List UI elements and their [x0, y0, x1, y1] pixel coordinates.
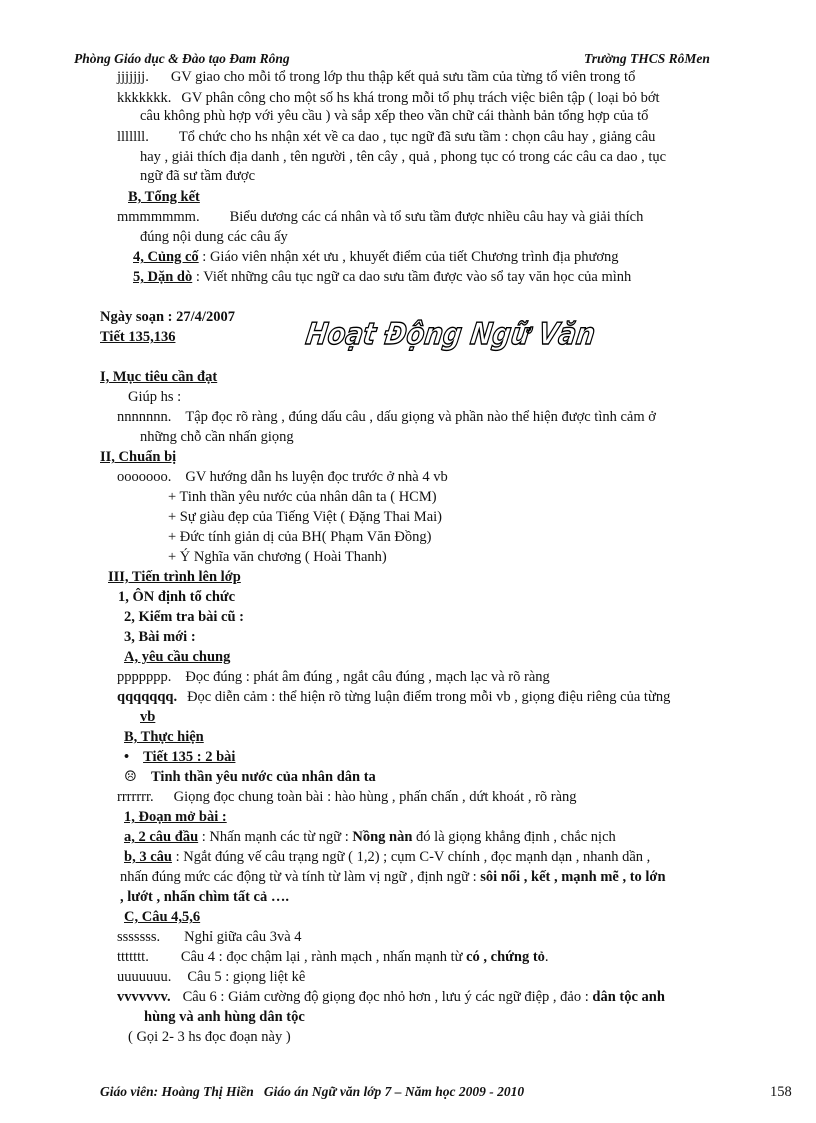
header-school-office: Phòng Giáo dục & Đào tạo Đam Rông: [74, 51, 290, 66]
list-item: lllllll. Tổ chức cho hs nhận xét về ca dao , tục ngữ đã sưu tầm : chọn câu hay , giảng câu: [117, 129, 656, 145]
sad-face-icon: ☹: [124, 769, 137, 785]
list-item-continuation: hay , giải thích địa danh , tên người , tên cây , quả , phong tục có trong các câu ca dao , tục: [140, 149, 667, 165]
footer-text: Giáo viên: Hoàng Thị Hiền Giáo án Ngữ văn lớp 7 – Năm học 2009 - 2010: [100, 1084, 525, 1099]
giup-hs: Giúp hs :: [128, 389, 182, 405]
prep-item: + Sự giàu đẹp của Tiếng Việt ( Đặng Thai Mai): [168, 509, 442, 525]
list-item-continuation: đúng nội dung các câu ấy: [140, 229, 288, 245]
paragraph-b-continuation: , lướt , nhấn chìm tất cả ….: [120, 889, 289, 905]
section-heading-chuan-bi: II, Chuẩn bị: [100, 449, 177, 465]
list-item: ppppppp. Đọc đúng : phát âm đúng , ngắt câu đúng , mạch lạc và rõ ràng: [117, 669, 550, 685]
section-heading-tong-ket: B, Tổng kết: [128, 189, 200, 205]
section-heading-thuc-hien: B, Thực hiện: [124, 729, 204, 745]
bullet-icon: •: [124, 749, 130, 765]
prep-item: + Đức tính giản dị của BH( Phạm Văn Đồng): [168, 529, 432, 545]
list-item: uuuuuuu. Câu 5 : giọng liệt kê: [117, 969, 306, 985]
header-school-name: Trường THCS RôMen: [584, 51, 710, 66]
prep-item: + Tinh thần yêu nước của nhân dân ta ( HCM): [168, 489, 437, 505]
paragraph-b-continuation: nhấn đúng mức các động từ và tính từ làm vị ngữ , định ngữ : sôi nổi , kết , mạnh mẽ , to lớn: [120, 869, 666, 885]
page-title-wordart: Hoạt Động Ngữ Văn: [303, 317, 598, 353]
list-item: kkkkkkk. GV phân công cho một số hs khá trong mỗi tổ phụ trách việc biên tập ( loại bỏ bớt: [117, 90, 660, 106]
section-heading-tien-trinh: III, Tiến trình lên lớp: [108, 569, 241, 585]
section-heading-muc-tieu: I, Mục tiêu cần đạt: [100, 369, 218, 385]
paragraph-a: a, 2 câu đầu : Nhấn mạnh các từ ngữ : Nồng nàn đó là giọng khẳng định , chắc nịch: [124, 829, 616, 845]
section-heading-cau-456: C, Câu 4,5,6: [124, 909, 201, 925]
paragraph-b: b, 3 câu : Ngắt đúng vế câu trạng ngữ ( 1,2) ; cụm C-V chính , đọc mạnh dạn , nhanh dần ,: [124, 849, 651, 865]
list-item: sssssss. Nghỉ giữa câu 3và 4: [117, 929, 302, 945]
dan-do-line: 5, Dặn dò : Viết những câu tục ngữ ca dao sưu tầm được vào sổ tay văn học của mình: [133, 269, 632, 285]
list-item-continuation: câu không phù hợp với yêu cầu ) và sắp xếp theo vần chữ cái thành bản tổng hợp của tổ: [140, 108, 649, 124]
list-item: nnnnnnn. Tập đọc rõ ràng , đúng dấu câu , dấu giọng và phần nào thể hiện được tình cảm ở: [117, 409, 656, 425]
list-item-continuation: hùng và anh hùng dân tộc: [144, 1009, 305, 1025]
note-goi-hs: ( Gọi 2- 3 hs đọc đoạn này ): [128, 1029, 291, 1045]
step-kiem-tra: 2, Kiểm tra bài cũ :: [124, 609, 245, 625]
section-heading-yeu-cau: A, yêu cầu chung: [124, 649, 231, 665]
page-number: 158: [770, 1084, 792, 1100]
list-item-continuation: vb: [140, 709, 156, 725]
tiet-number: Tiết 135,136: [100, 329, 176, 345]
list-item: rrrrrrr. Giọng đọc chung toàn bài : hào hùng , phấn chấn , dứt khoát , rõ ràng: [117, 789, 577, 805]
list-item-continuation: ngữ đã sư tầm được: [140, 168, 256, 184]
list-item-continuation: những chỗ cần nhấn giọng: [140, 429, 294, 445]
step-on-dinh: 1, ÔN định tổ chức: [118, 589, 236, 605]
tiet-135-line: • Tiết 135 : 2 bài: [124, 749, 236, 765]
list-item: ooooooo. GV hướng dẫn hs luyện đọc trước ở nhà 4 vb: [117, 469, 448, 485]
list-item: vvvvvvv. Câu 6 : Giảm cường độ giọng đọc nhỏ hơn , lưu ý các ngữ điệp , đảo : dân tộc anh: [117, 989, 665, 1005]
ngay-soan: Ngày soạn : 27/4/2007: [100, 309, 235, 325]
list-item: mmmmmmm. Biểu dương các cá nhân và tổ sưu tầm được nhiều câu hay và giải thích: [117, 209, 644, 225]
cung-co-line: 4, Củng cố : Giáo viên nhận xét ưu , khuyết điểm của tiết Chương trình địa phương: [133, 249, 619, 265]
text-title-line: ☹ Tinh thần yêu nước của nhân dân ta: [124, 769, 376, 785]
step-bai-moi: 3, Bài mới :: [124, 629, 196, 645]
list-item: jjjjjjj. GV giao cho mỗi tổ trong lớp thu thập kết quả sưu tầm của từng tổ viên trong tổ: [117, 69, 636, 85]
section-heading-doan-mo-bai: 1, Đoạn mở bài :: [124, 809, 227, 825]
list-item: ttttttt. Câu 4 : đọc chậm lại , rành mạch , nhấn mạnh từ có , chứng tỏ.: [117, 949, 549, 965]
prep-item: + Ý Nghĩa văn chương ( Hoài Thanh): [168, 549, 387, 565]
list-item: qqqqqqq. Đọc diễn cảm : thể hiện rõ từng luận điểm trong mỗi vb , giọng điệu riêng của từng: [117, 689, 671, 705]
